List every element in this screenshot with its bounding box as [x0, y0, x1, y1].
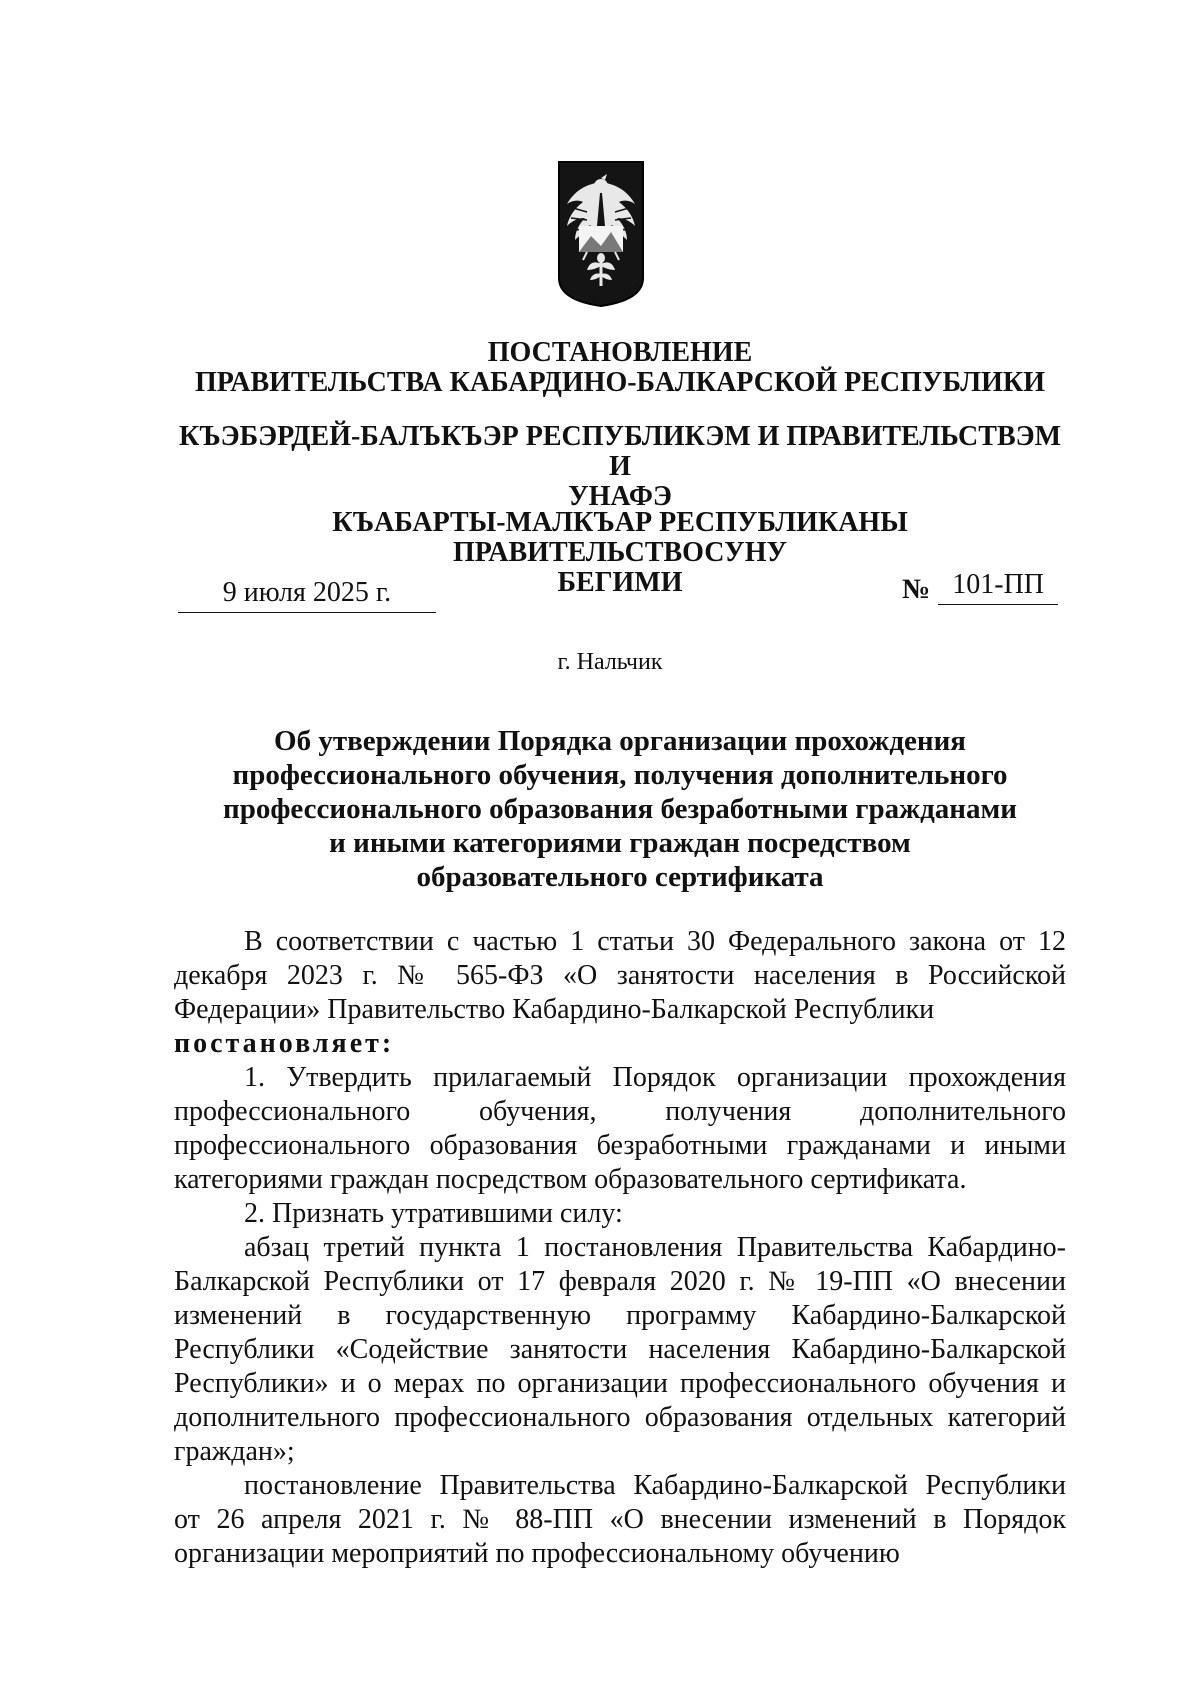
- number-sign: №: [902, 574, 931, 605]
- decree-body: [174, 925, 1066, 1571]
- decree-type: ПОСТАНОВЛЕНИЕ: [487, 337, 753, 368]
- decree-number: 101-ПП: [938, 570, 1058, 605]
- decree-number-block: [902, 570, 1058, 605]
- item-2b-paragraph: постановление Правительства Кабардино-Балкарской Республики от 26 апреля 2021 г. № 88-ПП «О внесении изменений в Порядок организации мероприятий по профессиональному обучению: [174, 1470, 1066, 1569]
- kabardian-line-1: КЪЭБЭРДЕЙ-БАЛЪКЪЭР РЕСПУБЛИКЭМ И ПРАВИТЕЛЬСТВЭМ И: [178, 421, 1062, 482]
- decree-date: 9 июля 2025 г.: [178, 578, 436, 613]
- coat-of-arms-emblem: [557, 160, 645, 308]
- decree-city: г. Нальчик: [557, 649, 663, 675]
- title-line-1: Об утверждении Порядка организации прохождения: [274, 725, 966, 757]
- item-2a-paragraph: абзац третий пункта 1 постановления Правительства Кабардино-Балкарской Республики от 17 февраля 2020 г. № 19-ПП «О внесении изменений в государственную программу Кабардино-Балкарской Республики «Содействие занятости населения Кабардино-Балкарской Республики» и о мерах по организации профессионального обучения и дополнительного профессионального образования отдельных категорий граждан»;: [174, 1232, 1066, 1467]
- item-1-paragraph: 1. Утвердить прилагаемый Порядок организации прохождения профессионального обучения, получения дополнительного профессионального образования безработными гражданами и иными категориями граждан посредством образовательного сертификата.: [174, 1062, 1066, 1195]
- issuing-body: ПРАВИТЕЛЬСТВА КАБАРДИНО-БАЛКАРСКОЙ РЕСПУБЛИКИ: [194, 367, 1046, 398]
- title-line-2: профессионального обучения, получения дополнительного: [232, 759, 1008, 791]
- decree-word-paragraph: [174, 1027, 1066, 1061]
- title-line-4: и иными категориями граждан посредством: [329, 827, 911, 859]
- title-line-3: профессионального образования безработными гражданами: [223, 793, 1017, 825]
- balkar-line-2: БЕГИМИ: [557, 567, 683, 598]
- decree-title: [180, 724, 1060, 894]
- balkar-line-1: КЪАБАРТЫ-МАЛКЪАР РЕСПУБЛИКАНЫ ПРАВИТЕЛЬСТВОСУНУ: [332, 507, 908, 568]
- decree-heading-kabardian: [170, 422, 1070, 512]
- kabardian-line-2: УНАФЭ: [568, 481, 672, 512]
- item-2-paragraph: 2. Признать утратившими силу:: [244, 1198, 623, 1229]
- preamble-text: В соответствии с частью 1 статьи 30 Федерального закона от 12 декабря 2023 г. № 565-ФЗ «О занятости населения в Российской Федерации» Правительство Кабардино-Балкарской Республики: [174, 926, 1066, 1025]
- preamble-paragraph: [174, 925, 1066, 1027]
- decree-heading-russian: [170, 338, 1070, 398]
- title-line-5: образовательного сертификата: [416, 861, 824, 893]
- decree-word: постановляет:: [174, 1028, 395, 1059]
